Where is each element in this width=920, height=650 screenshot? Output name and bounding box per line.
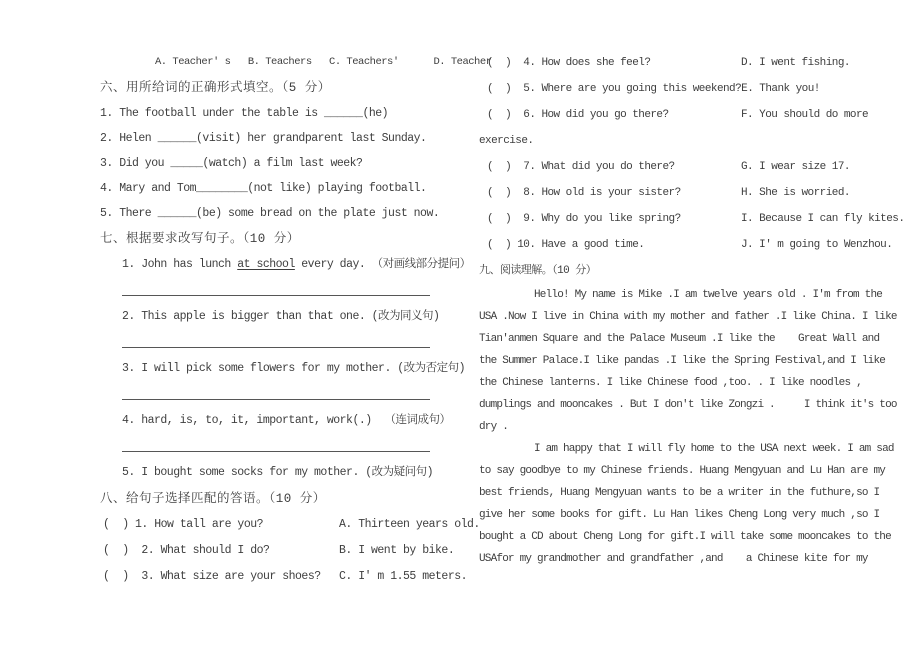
matching-row-10 [479,232,899,258]
matching-question: ( ) 6. How did you go there? [487,109,669,121]
answer-blank-4 [100,434,485,460]
matching-row-4 [479,50,899,76]
matching-row-6 [479,102,899,128]
passage-line: the Summer Palace.I like pandas .I like the Spring Festival,and I like [479,355,886,367]
matching-row-9 [479,206,905,232]
passage-line: to say goodbye to my Chinese friends. Huang Mengyuan and Lu Han are my [479,465,886,477]
matching-question: ( ) 10. Have a good time. [487,239,645,251]
matching-answer: C. I' m 1.55 meters. [339,570,468,583]
passage-line: Hello! My name is Mike .I am twelve years old . I'm from the [534,289,883,301]
matching-answer: B. I went by bike. [339,544,455,557]
matching-row-5 [479,76,899,102]
rewrite-item-4: 4. hard, is, to, it, important, work(.) （连词成句） [122,414,451,427]
matching-row-8 [479,180,899,206]
passage-line: best friends, Huang Mengyuan wants to be a writer in the futhure,so I [479,487,880,499]
matching-answer: J. I' m going to Wenzhou. [741,239,893,251]
matching-answer-continuation: exercise. [479,135,534,147]
matching-answer: D. I went fishing. [741,57,850,69]
matching-question: ( ) 7. What did you do there? [487,161,675,173]
matching-question: ( ) 8. How old is your sister? [487,187,681,199]
underlined-phrase: at school [237,258,295,271]
matching-answer: G. I wear size 17. [741,161,850,173]
passage-line: the Chinese lanterns. I like Chinese food ,too. . I like noodles , [479,377,862,389]
section-6-header: 六、用所给词的正确形式填空。（5 分） [100,81,331,95]
matching-answer: A. Thirteen years old. [339,518,480,531]
fill-item-5: 5. There ______(be) some bread on the plate just now. [100,207,440,220]
passage-line: USAfor my grandmother and grandfather ,and a Chinese kite for my [479,553,868,565]
passage-line: dry . [479,421,509,433]
section-8-header: 八、给句子选择匹配的答语。（10 分） [100,492,326,506]
fill-item-2: 2. Helen ______(visit) her grandparent last Sunday. [100,132,427,145]
matching-question: ( ) 9. Why do you like spring? [487,213,681,225]
answer-blank-2 [100,330,485,356]
text-segment: 1. John has lunch [122,258,238,271]
passage-line: Tian'anmen Square and the Palace Museum .I like the Great Wall and [479,333,880,345]
matching-question: ( ) 4. How does she feel? [487,57,651,69]
matching-answer: E. Thank you! [741,83,820,95]
fill-item-1: 1. The football under the table is ______(he) [100,107,389,120]
passage-line: USA .Now I live in China with my mother and father .I like China. I like [479,311,897,323]
passage-line: bought a CD about Cheng Long for gift.I will take some mooncakes to the [479,531,891,543]
text-segment: every day. （对画线部分提问） [294,258,471,271]
matching-question: ( ) 3. What size are your shoes? [103,570,321,583]
answer-blank-line [122,330,430,348]
matching-answer: F. You should do more [741,109,869,121]
matching-row-7 [479,154,899,180]
matching-row-2 [100,538,485,564]
left-column [100,50,492,590]
rewrite-item-3: 3. I will pick some flowers for my mother. (改为否定句) [122,362,466,375]
matching-question: ( ) 5. Where are you going this weekend? [487,83,742,95]
matching-row-3 [100,564,485,590]
answer-blank-line [122,278,430,296]
fill-item-4: 4. Mary and Tom________(not like) playing football. [100,182,427,195]
matching-question: ( ) 2. What should I do? [103,544,270,557]
answer-blank-line [122,382,430,400]
matching-row-1 [100,512,485,538]
answer-blank-line [122,434,430,452]
matching-question: ( ) 1. How tall are you? [103,518,264,531]
answer-blank-3 [100,382,485,408]
passage-line: I am happy that I will fly home to the USA next week. I am sad [534,443,894,455]
rewrite-item-5: 5. I bought some socks for my mother. (改为疑问句) [122,466,434,479]
section-7-header: 七、根据要求改写句子。（10 分） [100,232,300,246]
section-9-header: 九、阅读理解。（10 分） [479,265,597,277]
matching-answer: I. Because I can fly kites. [741,213,905,225]
passage-line: give her some books for gift. Lu Han likes Cheng Long very much ,so I [479,509,880,521]
fill-item-3: 3. Did you _____(watch) a film last week? [100,157,363,170]
answer-blank-1 [100,278,485,304]
rewrite-item-1 [100,252,485,278]
rewrite-item-2: 2. This apple is bigger than that one. (改为同义句) [122,310,440,323]
matching-answer: H. She is worried. [741,187,850,199]
right-column [479,50,905,570]
passage-line: dumplings and mooncakes . But I don't like Zongzi . I think it's too [479,399,897,411]
choice-options-row: A. Teacher' s B. Teachers C. Teachers' D. Teacher [155,56,492,68]
